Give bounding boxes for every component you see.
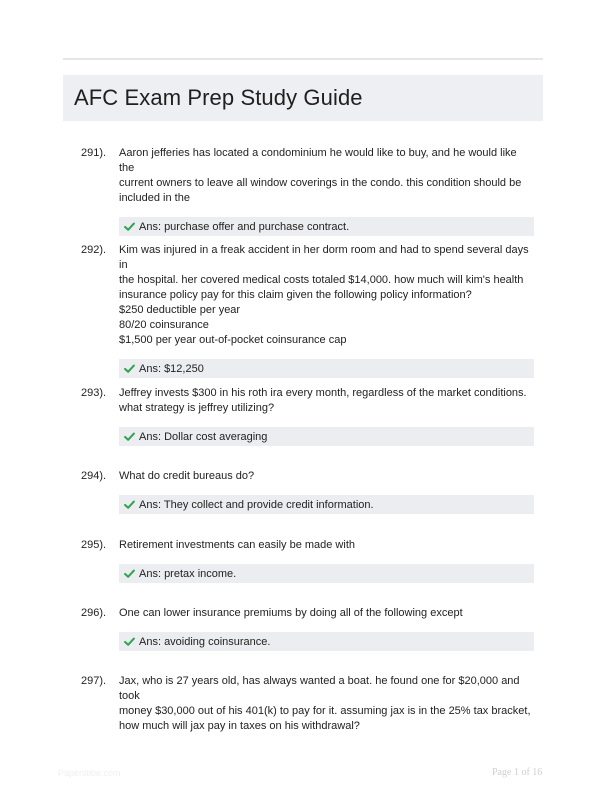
question-text <box>119 469 534 484</box>
answer-box <box>119 427 534 446</box>
answer-text: Ans: They collect and provide credit information. <box>139 498 374 511</box>
footer-watermark: Paperstibe.com <box>58 768 121 778</box>
question-line: what strategy is jeffrey utilizing? <box>119 402 275 414</box>
question-number: 295). <box>81 539 107 551</box>
document-title: AFC Exam Prep Study Guide <box>74 85 363 110</box>
question-text <box>119 606 534 621</box>
question-line: included in the <box>119 192 190 204</box>
answer-box <box>119 495 534 514</box>
qa-item-296 <box>63 606 543 651</box>
question-number: 297). <box>81 675 107 687</box>
question-line: money $30,000 out of his 401(k) to pay for it. assuming jax is in the 25% tax bracket, <box>119 705 531 717</box>
checkmark-icon <box>124 363 135 374</box>
question-number: 293). <box>81 387 107 399</box>
checkmark-icon <box>124 221 135 232</box>
qa-item-294 <box>63 469 543 514</box>
answer-box <box>119 359 534 378</box>
question-text <box>119 538 534 553</box>
question-line: Kim was injured in a freak accident in her dorm room and had to spend several days in <box>119 244 529 271</box>
question-line: What do credit bureaus do? <box>119 470 255 482</box>
question-line: Jax, who is 27 years old, has always wanted a boat. he found one for $20,000 and took <box>119 675 520 702</box>
checkmark-icon <box>124 431 135 442</box>
question-number: 292). <box>81 244 107 256</box>
checkmark-icon <box>124 636 135 647</box>
page-indicator: Page 1 of 16 <box>492 767 543 778</box>
question-line: insurance policy pay for this claim given the following policy information? <box>119 289 472 301</box>
answer-text: Ans: pretax income. <box>139 567 237 580</box>
qa-item-295 <box>63 538 543 583</box>
question-line: 80/20 coinsurance <box>119 319 209 331</box>
question-line: current owners to leave all window coverings in the condo. this condition should be <box>119 177 522 189</box>
top-divider <box>63 58 543 60</box>
checkmark-icon <box>124 568 135 579</box>
answer-text: Ans: Dollar cost averaging <box>139 430 268 443</box>
answer-box <box>119 564 534 583</box>
question-line: One can lower insurance premiums by doing all of the following except <box>119 607 463 619</box>
checkmark-icon <box>124 499 135 510</box>
answer-text: Ans: $12,250 <box>139 362 204 375</box>
question-text <box>119 674 534 734</box>
answer-text: Ans: avoiding coinsurance. <box>139 635 271 648</box>
question-line: Aaron jefferies has located a condominium he would like to buy, and he would like the <box>119 147 517 174</box>
question-line: $1,500 per year out-of-pocket coinsurance cap <box>119 334 347 346</box>
qa-item-297 <box>63 674 543 734</box>
question-line: $250 deductible per year <box>119 304 241 316</box>
title-banner <box>63 75 543 121</box>
qa-item-291 <box>63 146 543 236</box>
question-line: the hospital. her covered medical costs totaled $14,000. how much will kim's health <box>119 274 524 286</box>
question-text <box>119 146 534 206</box>
question-number: 294). <box>81 470 107 482</box>
question-number: 291). <box>81 147 107 159</box>
question-line: how much will jax pay in taxes on his withdrawal? <box>119 720 360 732</box>
question-number: 296). <box>81 607 107 619</box>
qa-item-292 <box>63 243 543 378</box>
question-line: Retirement investments can easily be made with <box>119 539 355 551</box>
question-text <box>119 243 534 348</box>
answer-text: Ans: purchase offer and purchase contract. <box>139 220 350 233</box>
answer-box <box>119 217 534 236</box>
question-text <box>119 386 534 416</box>
qa-item-293 <box>63 386 543 446</box>
answer-box <box>119 632 534 651</box>
question-line: Jeffrey invests $300 in his roth ira every month, regardless of the market conditions. <box>119 387 527 399</box>
